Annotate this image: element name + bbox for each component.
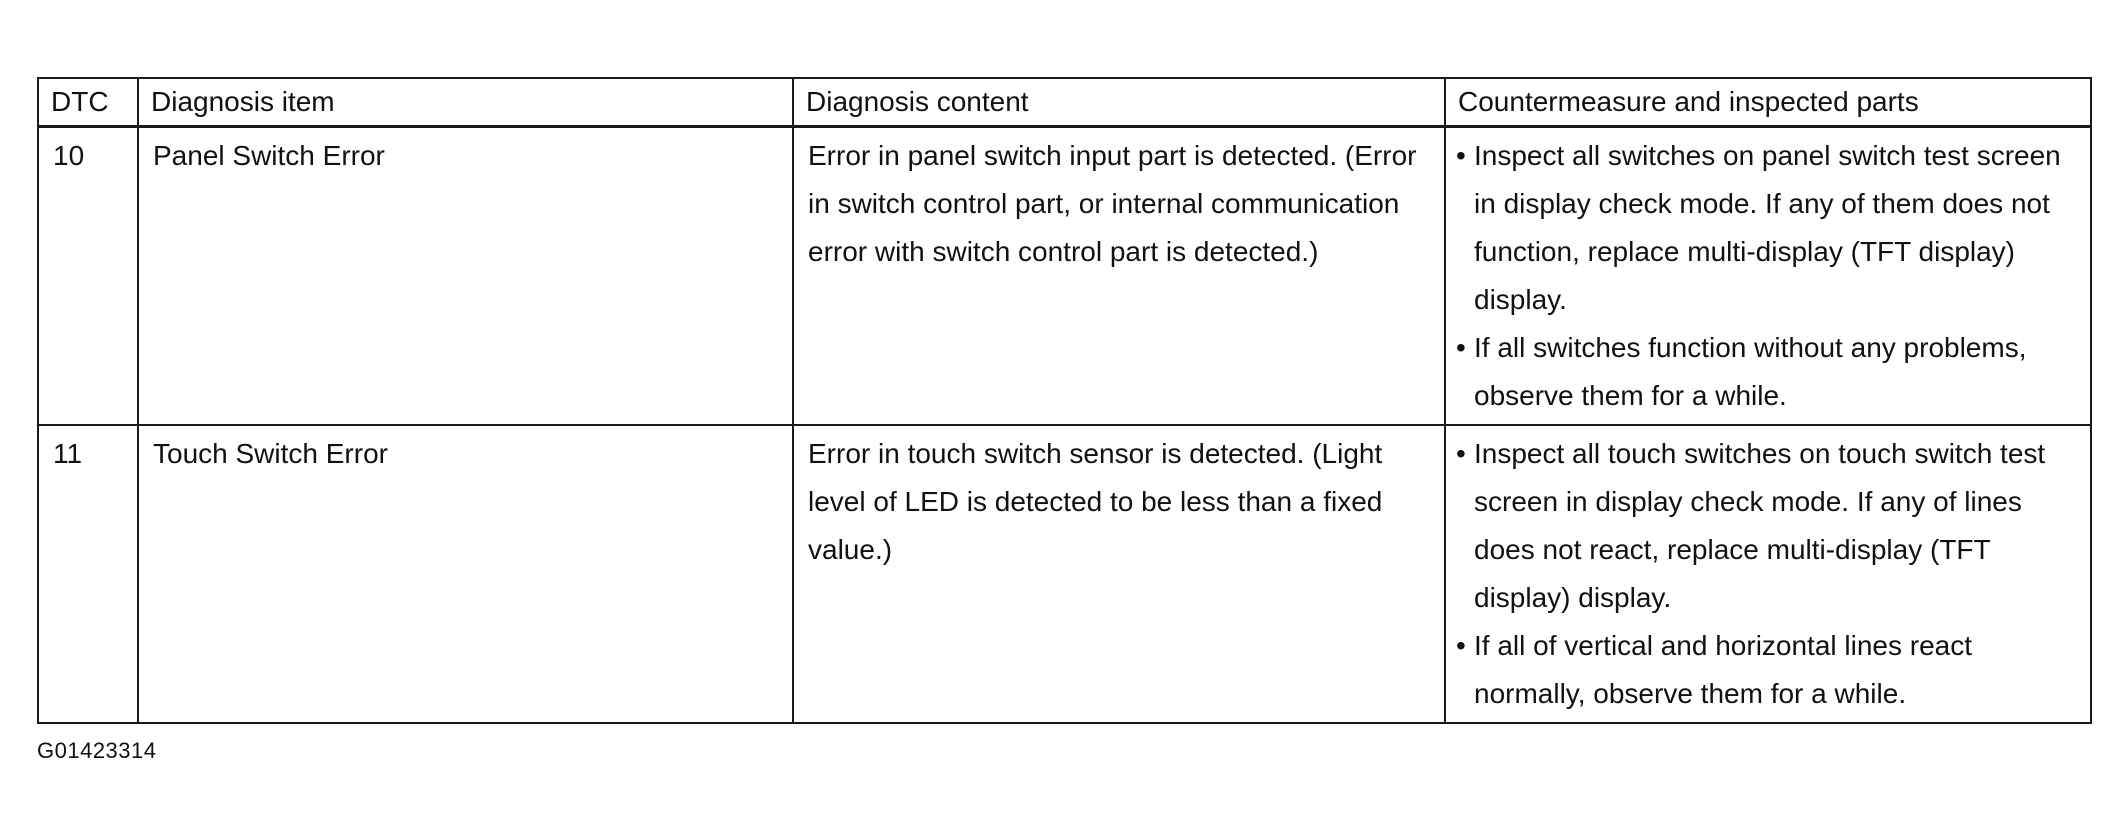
header-diagnosis-item: Diagnosis item [138,78,793,127]
countermeasure-text: Inspect all switches on panel switch test screen in display check mode. If any of them does not function, replace multi-display (TFT display) display. [1474,140,2061,315]
table-row [38,127,2091,426]
table-row [38,425,2091,723]
bullet-icon: • [1456,630,1466,661]
bullet-icon: • [1456,332,1466,363]
cell-diagnosis-item: Touch Switch Error [138,425,793,723]
list-item [1454,132,2078,324]
cell-diagnosis-content: Error in panel switch input part is detected. (Error in switch control part, or internal communication error with switch control part is detected.) [793,127,1445,426]
cell-diagnosis-item: Panel Switch Error [138,127,793,426]
countermeasure-list [1454,132,2078,420]
cell-countermeasure [1445,127,2091,426]
cell-diagnosis-content: Error in touch switch sensor is detected. (Light level of LED is detected to be less than a fixed value.) [793,425,1445,723]
cell-countermeasure [1445,425,2091,723]
header-diagnosis-content: Diagnosis content [793,78,1445,127]
header-countermeasure: Countermeasure and inspected parts [1445,78,2091,127]
bullet-icon: • [1456,140,1466,171]
header-dtc: DTC [38,78,138,127]
list-item [1454,324,2078,420]
cell-dtc-code: 11 [38,425,138,723]
table-header-row [38,78,2091,127]
figure-id: G01423314 [37,738,157,763]
countermeasure-text: Inspect all touch switches on touch switch test screen in display check mode. If any of lines does not react, replace multi-display (TFT display) display. [1474,438,2046,613]
list-item [1454,622,2078,718]
cell-dtc-code: 10 [38,127,138,426]
dtc-table [37,77,2092,724]
countermeasure-text: If all switches function without any problems, observe them for a while. [1474,332,2027,411]
countermeasure-text: If all of vertical and horizontal lines react normally, observe them for a while. [1474,630,1973,709]
bullet-icon: • [1456,438,1466,469]
list-item [1454,430,2078,622]
countermeasure-list [1454,430,2078,718]
